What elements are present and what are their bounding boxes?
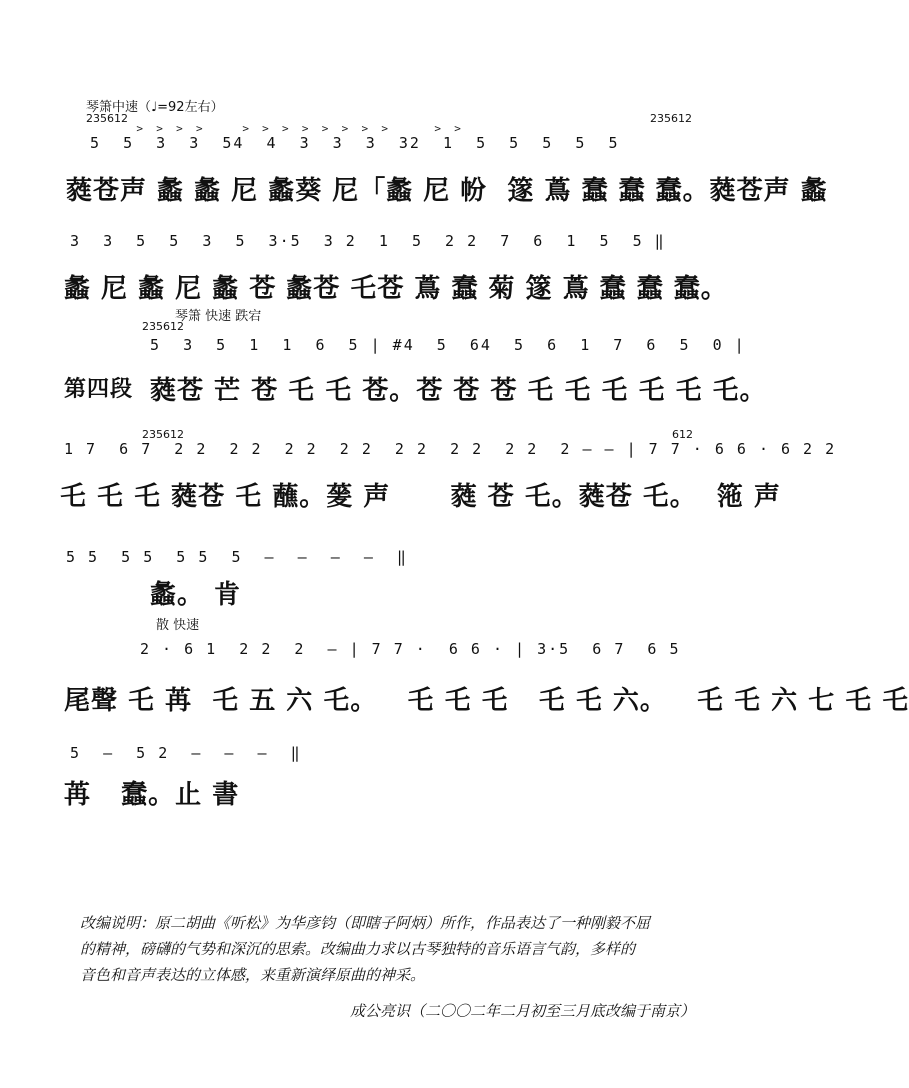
jianpu-line: 3 3 5 5 3 5 3·5 3 2 1 5 2 2 7 6 1 5 5 ‖ [70,232,666,250]
tablature-line: 尾聲 乇 苒 乇 五 六 乇。 乇 乇 乇 乇 乇 六。 乇 乇 六 七 乇 乇 [64,686,909,716]
tablature-line: 蕤苍声 蠡 蠡 尼 蠡葵 尼「蠡 尼 帉 篴 蔦 蠢 蠢 蠢。蕤苍声 蠡 [66,176,828,206]
note-line: 音色和音声表达的立体感，来重新演绎原曲的神采。 [80,966,426,984]
note-line: 的精神，磅礴的气势和深沉的思索。改编曲力求以古琴独特的音乐语言气韵，多样的 [80,940,636,958]
tablature-line: 蠡 尼 蠡 尼 蠡 苍 蠡苍 乇苍 蔦 蠢 菊 篴 蔦 蠢 蠢 蠢。 [64,274,728,304]
tablature-line: 苒 蠢。止 書 [64,780,240,810]
tablature-line: 蕤苍 芒 苍 乇 乇 苍。苍 苍 苍 乇 乇 乇 乇 乇 乇。 [150,376,767,406]
grace-notes: 235612 [86,112,128,125]
note-line: 改编说明：原二胡曲《听松》为华彦钧（即瞎子阿炳）所作，作品表达了一种刚毅不屈 [80,914,651,932]
tempo-marking: 琴箫 快速 跌宕 [175,309,262,324]
arrangement-note [80,910,740,988]
jianpu-line: 5 5 3 3 54 4 3 3 3 32 1 5 5 5 5 5 [90,134,620,152]
section-label: 第四段 [64,376,134,402]
jianpu-line: 1 7 6 7 2 2 2 2 2 2 2 2 2 2 2 2 2 2 2 — — | 7 7 · 6 6 · 6 2 2 [64,440,837,458]
jianpu-line: 5 3 5 1 1 6 5 | #4 5 64 5 6 1 7 6 5 0 | [150,336,746,354]
tablature-line: 蠡。 肯 [150,580,242,610]
accent-marks: > > > > > > > > > > > > > > [90,122,461,135]
tempo-marking: 散 快速 [156,618,200,633]
tempo-marking: 琴箫中速（♩=92左右） [86,100,224,115]
grace-notes: 235612 [142,320,184,333]
grace-notes: 235612 [650,112,692,125]
jianpu-line: 5 — 5 2 — — — ‖ [70,744,302,762]
signature: 成公亮识（二〇〇二年二月初至三月底改编于南京） [350,1002,696,1020]
jianpu-line: 2 · 6 1 2 2 2 — | 7 7 · 6 6 · | 3·5 6 7 6 5 [140,640,681,658]
tablature-line: 乇 乇 乇 蕤苍 乇 蘸。蓌 声 蕤 苍 乇。蕤苍 乇。 筂 声 [60,482,781,512]
jianpu-line: 5 5 5 5 5 5 5 — — — — ‖ [66,548,408,566]
grace-notes: 612 [672,428,693,441]
grace-notes: 235612 [142,428,184,441]
